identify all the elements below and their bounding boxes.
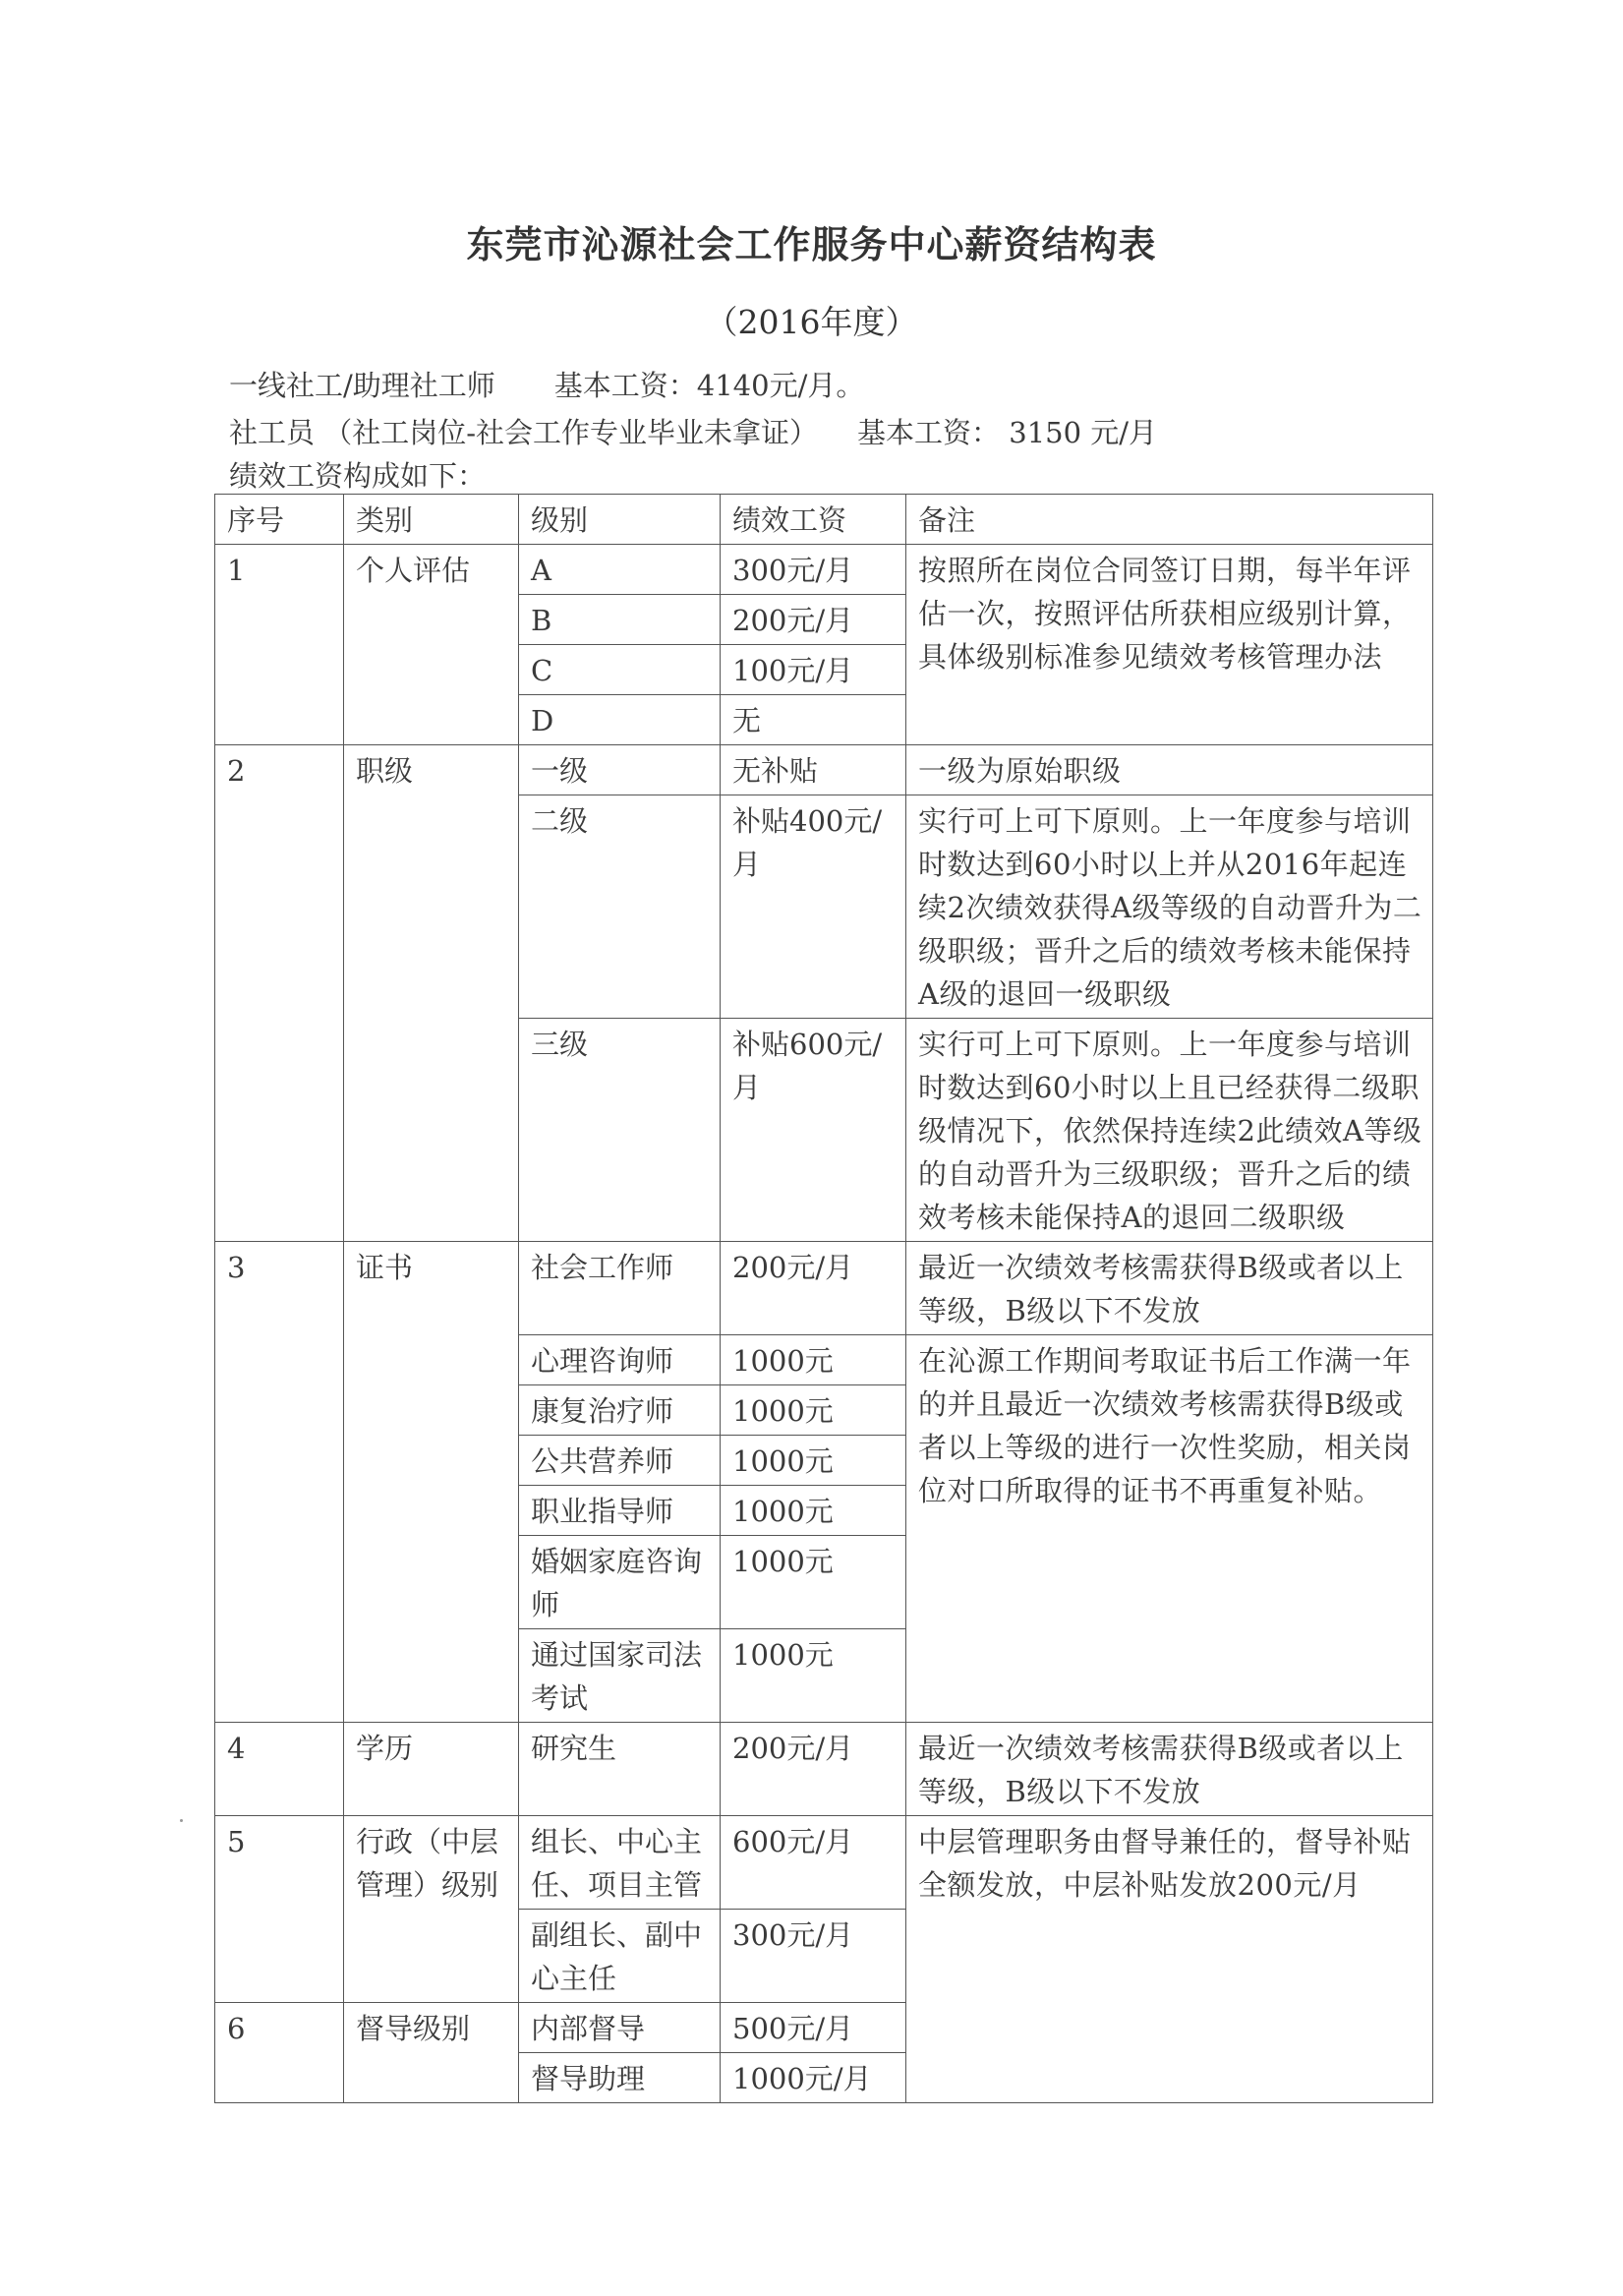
page-subtitle: （2016年度）: [705, 303, 918, 341]
row-number: 3: [215, 1242, 344, 1723]
level-cell: 组长、中心主任、项目主管: [519, 1816, 721, 1910]
level-cell: 研究生: [519, 1723, 721, 1816]
intro-role-2: 社工员 （社工岗位-社会工作专业毕业未拿证）: [229, 416, 819, 449]
pay-cell: 500元/月: [721, 2003, 906, 2053]
header-cell: 绩效工资: [721, 495, 906, 545]
row-number: 4: [215, 1723, 344, 1816]
note-cell: 实行可上可下原则。上一年度参与培训时数达到60小时以上且已经获得二级职级情况下，依然保持连续2此绩效A等级的自动晋升为三级职级；晋升之后的绩效考核未能保持A的退回二级职级: [906, 1019, 1433, 1242]
level-cell: 三级: [519, 1019, 721, 1242]
note-cell: 一级为原始职级: [906, 745, 1433, 795]
note-cell: 最近一次绩效考核需获得B级或者以上等级，B级以下不发放: [906, 1242, 1433, 1335]
header-cell: 类别: [344, 495, 519, 545]
level-cell: 内部督导: [519, 2003, 721, 2053]
category-cell: 行政（中层管理）级别: [344, 1816, 519, 2003]
intro-pay-1: 基本工资：4140元/月。: [553, 369, 865, 402]
level-cell: 公共营养师: [519, 1436, 721, 1486]
intro-line-3: 绩效工资构成如下：: [229, 459, 487, 493]
intro-line-2: [229, 411, 1157, 451]
pay-cell: 1000元: [721, 1335, 906, 1385]
pay-cell: 1000元: [721, 1486, 906, 1536]
category-cell: 职级: [344, 745, 519, 1242]
level-cell: 职业指导师: [519, 1486, 721, 1536]
row-number: 6: [215, 2003, 344, 2103]
pay-cell: 1000元: [721, 1629, 906, 1723]
row-number: 2: [215, 745, 344, 1242]
category-cell: 个人评估: [344, 545, 519, 745]
table-row: [215, 545, 1433, 595]
level-cell: 二级: [519, 795, 721, 1019]
pay-cell: 补贴600元/月: [721, 1019, 906, 1242]
note-cell: 在沁源工作期间考取证书后工作满一年的并且最近一次绩效考核需获得B级或者以上等级的进行一次性奖励，相关岗位对口所取得的证书不再重复补贴。: [906, 1335, 1433, 1723]
level-cell: 通过国家司法考试: [519, 1629, 721, 1723]
pay-cell: 300元/月: [721, 545, 906, 595]
intro-role-1: 一线社工/助理社工师: [229, 369, 495, 402]
level-cell: D: [519, 695, 721, 745]
table-row: [215, 745, 1433, 795]
header-cell: 备注: [906, 495, 1433, 545]
pay-cell: 无: [721, 695, 906, 745]
note-cell: 中层管理职务由督导兼任的，督导补贴全额发放，中层补贴发放200元/月: [906, 1816, 1433, 2103]
level-cell: 康复治疗师: [519, 1385, 721, 1436]
pay-cell: 100元/月: [721, 645, 906, 695]
level-cell: A: [519, 545, 721, 595]
pay-cell: 补贴400元/月: [721, 795, 906, 1019]
note-cell: 按照所在岗位合同签订日期，每半年评估一次，按照评估所获相应级别计算，具体级别标准参见绩效考核管理办法: [906, 545, 1433, 745]
level-cell: 社会工作师: [519, 1242, 721, 1335]
level-cell: B: [519, 595, 721, 645]
pay-cell: 1000元: [721, 1536, 906, 1629]
level-cell: C: [519, 645, 721, 695]
pay-cell: 200元/月: [721, 595, 906, 645]
level-cell: 婚姻家庭咨询师: [519, 1536, 721, 1629]
page-title: 东莞市沁源社会工作服务中心薪资结构表: [466, 222, 1157, 266]
pay-cell: 600元/月: [721, 1816, 906, 1910]
category-cell: 证书: [344, 1242, 519, 1723]
level-cell: 副组长、副中心主任: [519, 1910, 721, 2003]
scan-speck: [180, 1819, 183, 1822]
level-cell: 一级: [519, 745, 721, 795]
pay-cell: 1000元/月: [721, 2053, 906, 2103]
level-cell: 督导助理: [519, 2053, 721, 2103]
note-cell: 最近一次绩效考核需获得B级或者以上等级，B级以下不发放: [906, 1723, 1433, 1816]
intro-line-1: [229, 364, 864, 404]
header-cell: 级别: [519, 495, 721, 545]
table-row: [215, 1816, 1433, 1910]
table-row: [215, 1723, 1433, 1816]
salary-table: [214, 494, 1433, 2103]
note-cell: 实行可上可下原则。上一年度参与培训时数达到60小时以上并从2016年起连续2次绩效获得A级等级的自动晋升为二级职级；晋升之后的绩效考核未能保持A级的退回一级职级: [906, 795, 1433, 1019]
category-cell: 督导级别: [344, 2003, 519, 2103]
pay-cell: 1000元: [721, 1436, 906, 1486]
level-cell: 心理咨询师: [519, 1335, 721, 1385]
header-cell: 序号: [215, 495, 344, 545]
pay-cell: 1000元: [721, 1385, 906, 1436]
category-cell: 学历: [344, 1723, 519, 1816]
table-row: [215, 1242, 1433, 1335]
pay-cell: 300元/月: [721, 1910, 906, 2003]
row-number: 1: [215, 545, 344, 745]
pay-cell: 无补贴: [721, 745, 906, 795]
table-header-row: [215, 495, 1433, 545]
pay-cell: 200元/月: [721, 1242, 906, 1335]
row-number: 5: [215, 1816, 344, 2003]
intro-pay-2: 基本工资： 3150 元/月: [857, 416, 1158, 449]
pay-cell: 200元/月: [721, 1723, 906, 1816]
